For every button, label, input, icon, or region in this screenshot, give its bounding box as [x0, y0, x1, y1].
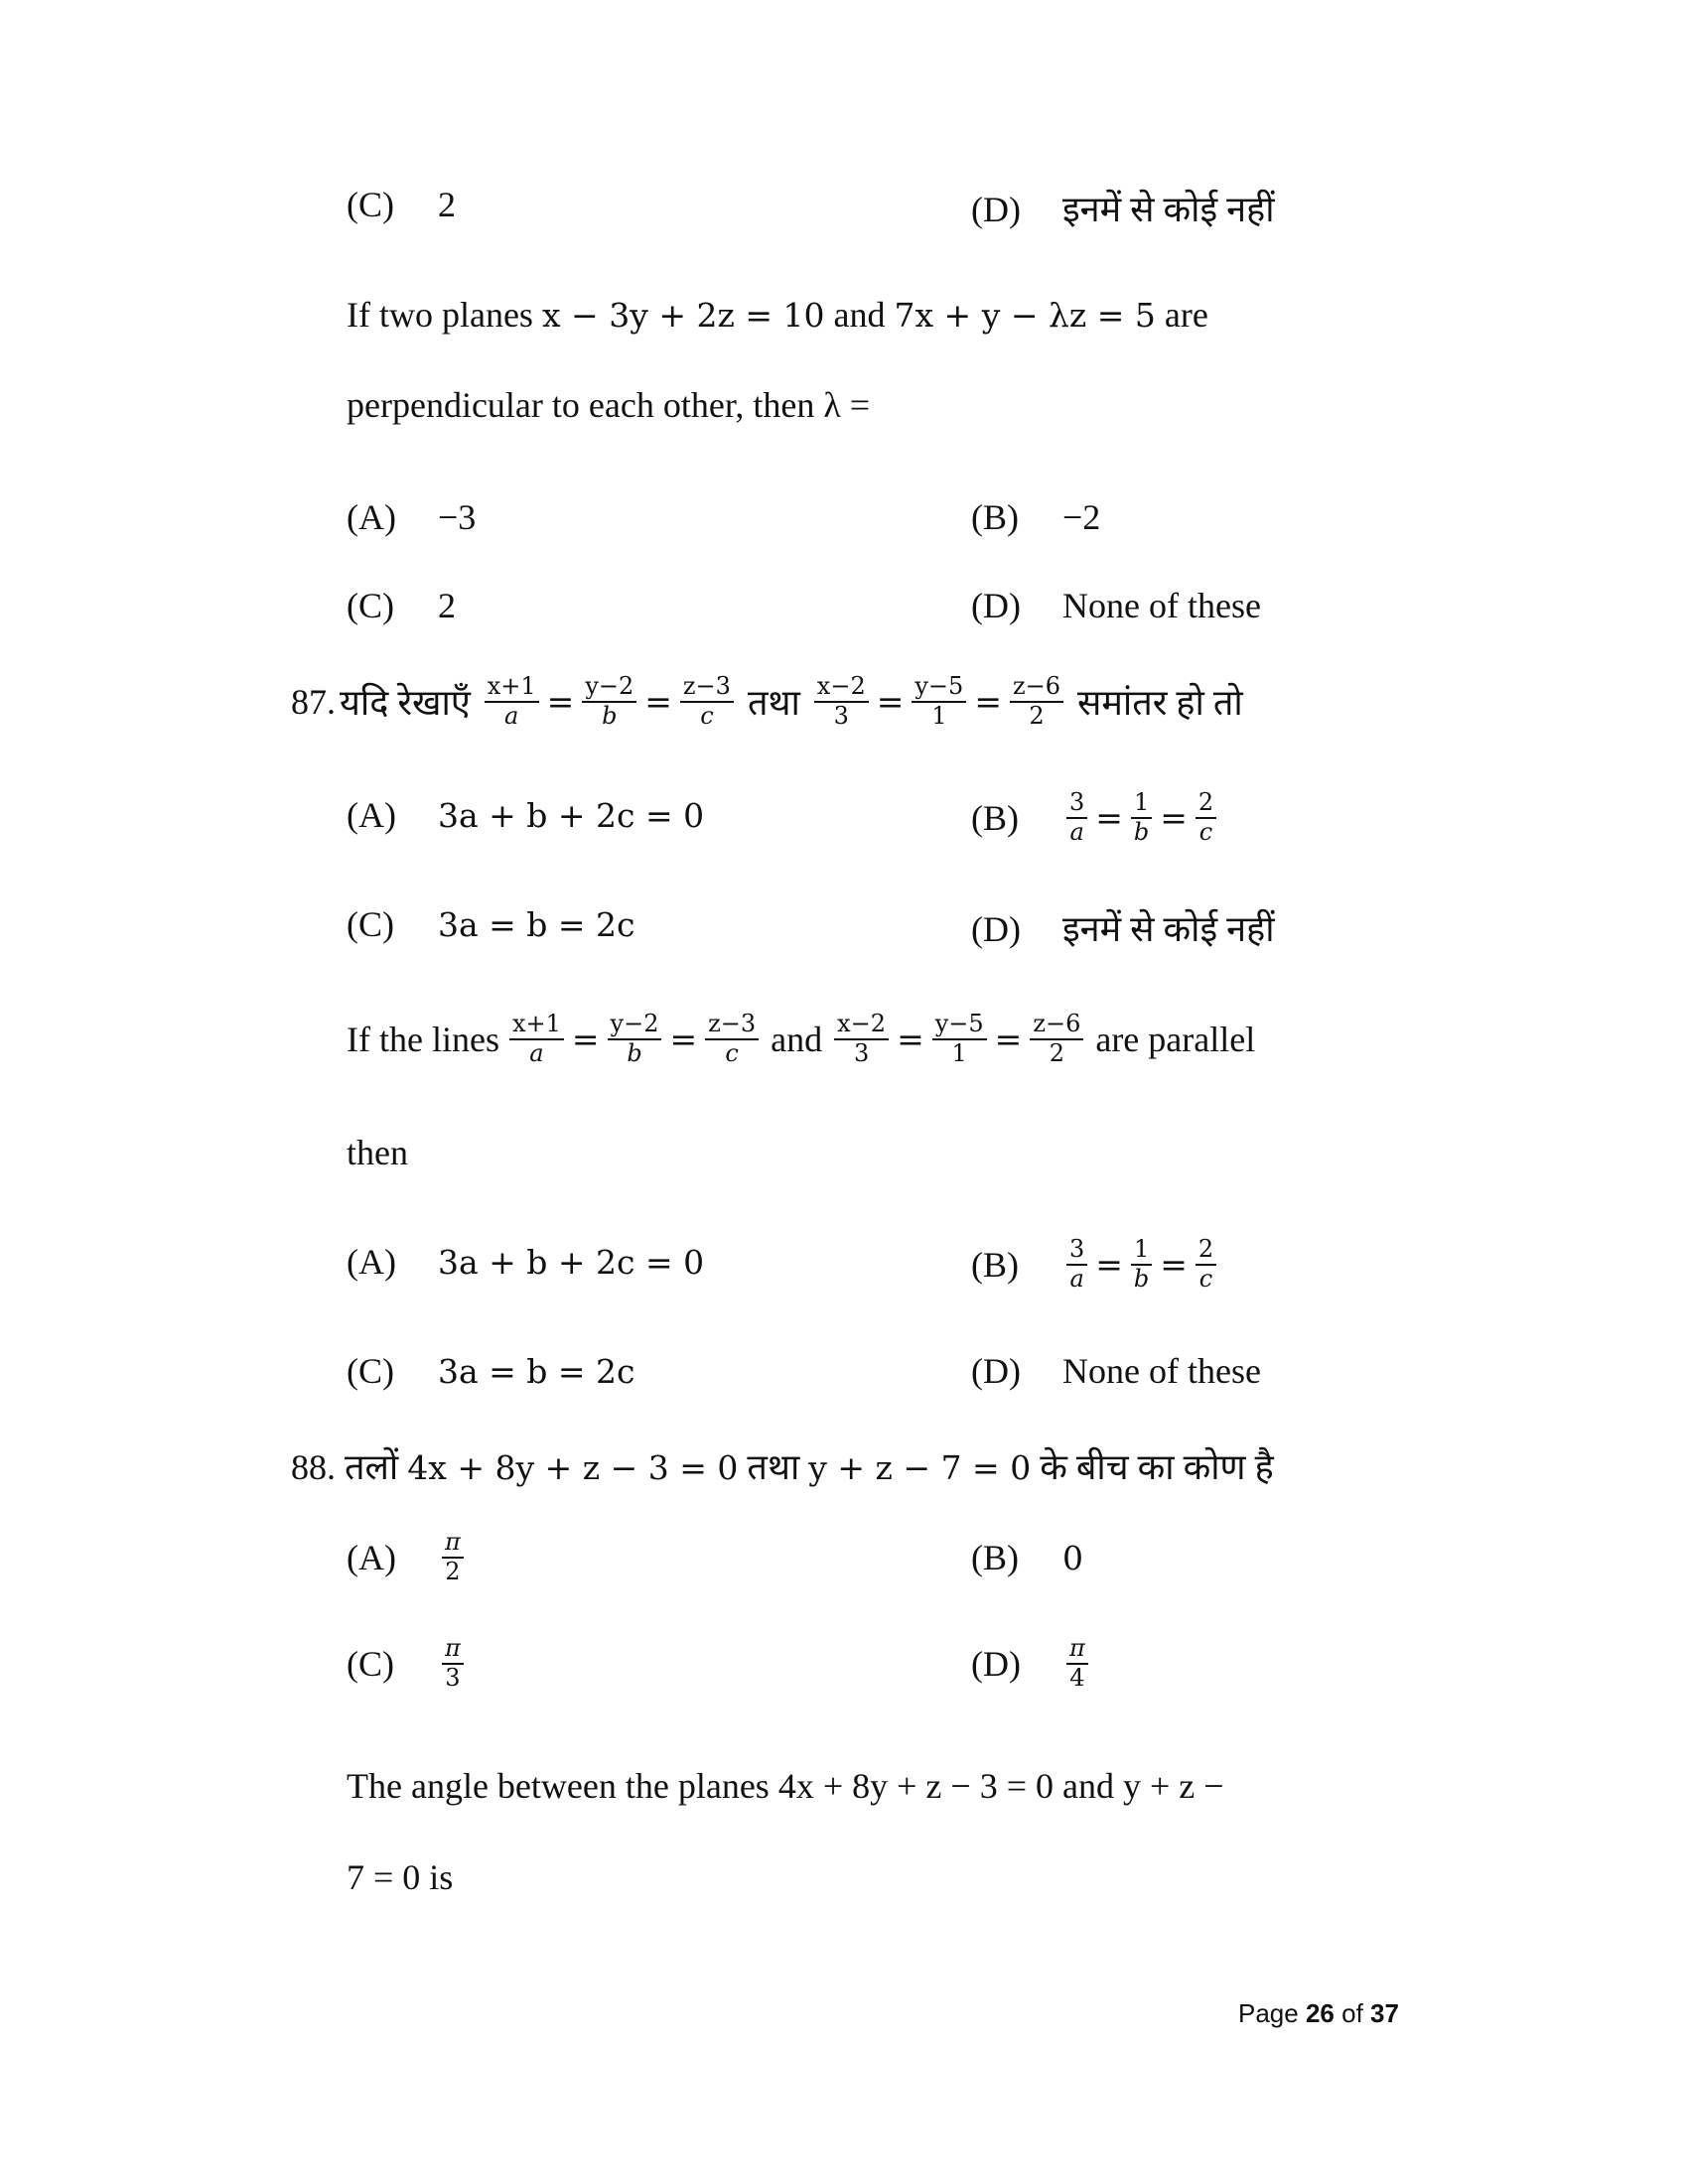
- equals-sign: =: [644, 682, 672, 722]
- denominator: 2: [1049, 1038, 1064, 1067]
- q86-option-d: [971, 585, 1261, 626]
- fraction: [705, 1011, 759, 1067]
- option-value: इनमें से कोई नहीं: [1062, 909, 1275, 949]
- option-value: 0: [1062, 1539, 1083, 1577]
- option-value: −3: [438, 497, 477, 537]
- equals-sign: =: [1095, 798, 1123, 838]
- fraction: [1196, 789, 1216, 846]
- numerator: 1: [1131, 789, 1152, 819]
- denominator: b: [627, 1038, 642, 1067]
- denominator: c: [700, 701, 714, 730]
- denominator: c: [1198, 1264, 1213, 1293]
- numerator: x−2: [814, 673, 869, 703]
- option-d-prev: [971, 184, 1275, 232]
- fraction: [442, 1529, 464, 1585]
- fraction: [582, 673, 636, 730]
- numerator: 3: [1066, 1236, 1087, 1266]
- option-value: 2: [438, 185, 456, 224]
- denominator: 3: [833, 701, 849, 730]
- fraction: [1066, 789, 1087, 846]
- numerator: z−6: [1010, 673, 1063, 703]
- option-value: 3a + b + 2c = 0: [438, 796, 705, 835]
- denominator: a: [1069, 1264, 1084, 1293]
- q86-en-line2: perpendicular to each other, then λ =: [347, 385, 871, 425]
- denominator: a: [504, 701, 519, 730]
- denominator: 1: [951, 1038, 967, 1067]
- equals-sign: =: [1160, 1245, 1188, 1285]
- fraction: [608, 1011, 662, 1067]
- q86-option-a: [347, 496, 476, 538]
- option-label: (D): [971, 586, 1021, 625]
- numerator: y−2: [608, 1011, 662, 1040]
- q88-hi-question: [291, 1441, 1274, 1490]
- equals-sign: =: [669, 1020, 698, 1059]
- of-word: of: [1341, 1998, 1363, 2028]
- numerator: 1: [1131, 1236, 1152, 1266]
- option-label: (B): [971, 797, 1019, 838]
- page-word: Page: [1238, 1998, 1299, 2028]
- q88-option-b: [971, 1537, 1083, 1578]
- text: यदि रेखाएँ: [340, 683, 471, 724]
- text: and: [771, 1019, 823, 1059]
- denominator: c: [725, 1038, 739, 1067]
- fraction: [932, 1011, 987, 1067]
- option-label: (C): [347, 185, 394, 224]
- q87-en-option-a: [347, 1241, 704, 1283]
- plane-equation-1: 4x + 8y + z − 3 = 0: [407, 1448, 739, 1487]
- q87-en-option-d: [971, 1350, 1261, 1392]
- option-label: (D): [971, 1643, 1021, 1684]
- numerator: x+1: [485, 673, 539, 703]
- option-label: (A): [347, 1537, 396, 1577]
- option-c-prev: [347, 184, 456, 225]
- option-label: (B): [971, 1244, 1019, 1285]
- q87-hi-option-a: [347, 794, 704, 836]
- numerator: π: [1066, 1635, 1088, 1665]
- question-number: 88.: [291, 1447, 336, 1487]
- option-label: (C): [347, 1643, 394, 1684]
- numerator: π: [442, 1529, 464, 1559]
- q87-en-line2: then: [347, 1133, 408, 1172]
- current-page: 26: [1305, 1998, 1335, 2028]
- denominator: a: [529, 1038, 544, 1067]
- numerator: y−5: [912, 673, 966, 703]
- numerator: 2: [1196, 1236, 1216, 1266]
- equals-sign: =: [1095, 1245, 1123, 1285]
- q87-en-option-c: [347, 1350, 635, 1392]
- numerator: 2: [1196, 789, 1216, 819]
- denominator: 1: [931, 701, 947, 730]
- option-value: None of these: [1062, 586, 1261, 625]
- option-value: 3a = b = 2c: [438, 1352, 635, 1391]
- text: and: [833, 295, 886, 335]
- denominator: 3: [853, 1038, 870, 1067]
- text: तथा: [747, 683, 800, 724]
- text: के बीच का कोण है: [1040, 1447, 1274, 1487]
- numerator: x−2: [834, 1011, 889, 1040]
- fraction: [1131, 1236, 1152, 1293]
- equals-sign: =: [1160, 798, 1188, 838]
- text: तथा: [747, 1447, 800, 1487]
- option-label: (C): [347, 586, 394, 625]
- numerator: 3: [1066, 789, 1087, 819]
- equals-sign: =: [994, 1020, 1023, 1059]
- option-value: 3a + b + 2c = 0: [438, 1243, 705, 1282]
- text: तलों: [345, 1447, 399, 1487]
- text: are: [1164, 295, 1208, 335]
- total-pages: 37: [1370, 1998, 1399, 2028]
- option-label: (D): [971, 1351, 1021, 1391]
- equals-sign: =: [546, 682, 575, 722]
- numerator: z−3: [705, 1011, 759, 1040]
- option-value: −2: [1062, 497, 1101, 537]
- equals-sign: =: [571, 1020, 600, 1059]
- option-label: (C): [347, 1351, 394, 1391]
- numerator: y−5: [932, 1011, 987, 1040]
- numerator: z−6: [1030, 1011, 1083, 1040]
- plane-equation-2: y + z − 7 = 0: [808, 1448, 1032, 1487]
- q88-option-d: [971, 1635, 1092, 1692]
- fraction: [1010, 673, 1063, 730]
- equals-sign: =: [974, 682, 1002, 722]
- q87-en-option-b: [971, 1236, 1220, 1293]
- fraction: [814, 673, 869, 730]
- q88-en-line1: The angle between the planes 4x + 8y + z − 3 = 0 and y + z −: [347, 1766, 1224, 1806]
- option-value: 3a = b = 2c: [438, 905, 635, 944]
- fraction: [1030, 1011, 1083, 1067]
- fraction: [1066, 1635, 1088, 1692]
- option-value: 2: [438, 586, 456, 625]
- denominator: 3: [445, 1663, 461, 1692]
- equals-sign: =: [876, 682, 905, 722]
- denominator: c: [1198, 817, 1213, 846]
- fraction: [509, 1011, 564, 1067]
- text: समांतर हो तो: [1077, 683, 1243, 724]
- q88-en-line2: 7 = 0 is: [347, 1857, 454, 1897]
- denominator: b: [602, 701, 618, 730]
- numerator: x+1: [509, 1011, 564, 1040]
- q86-option-c: [347, 585, 456, 626]
- q87-en-question: [347, 1011, 1255, 1067]
- q87-hi-option-c: [347, 903, 635, 945]
- page-number: [1238, 1998, 1399, 2029]
- denominator: b: [1133, 817, 1150, 846]
- denominator: b: [1133, 1264, 1150, 1293]
- q88-option-a: [347, 1529, 468, 1585]
- numerator: z−3: [680, 673, 734, 703]
- q87-hi-option-b: [971, 789, 1220, 846]
- text: If the lines: [347, 1019, 499, 1059]
- denominator: 4: [1069, 1663, 1085, 1692]
- option-label: (C): [347, 904, 394, 944]
- fraction: [680, 673, 734, 730]
- option-value: इनमें से कोई नहीं: [1062, 190, 1275, 229]
- option-value: None of these: [1062, 1351, 1261, 1391]
- q88-option-c: [347, 1635, 468, 1692]
- question-number: 87.: [291, 681, 336, 722]
- option-label: (A): [347, 497, 396, 537]
- denominator: 2: [1029, 701, 1045, 730]
- option-label: (D): [971, 190, 1021, 229]
- denominator: a: [1069, 817, 1084, 846]
- fraction: [485, 673, 539, 730]
- equals-sign: =: [897, 1020, 924, 1059]
- q86-en-line1: [347, 294, 1208, 336]
- text: If two planes: [347, 295, 533, 335]
- denominator: 2: [445, 1557, 461, 1585]
- text: are parallel: [1095, 1019, 1256, 1059]
- fraction: [834, 1011, 889, 1067]
- option-label: (D): [971, 909, 1021, 949]
- numerator: π: [442, 1635, 464, 1665]
- option-label: (A): [347, 795, 396, 835]
- numerator: y−2: [582, 673, 636, 703]
- q87-hi-option-d: [971, 903, 1275, 952]
- plane-equation-1: x − 3y + 2z = 10: [541, 296, 825, 335]
- option-label: (B): [971, 1538, 1019, 1577]
- option-label: (B): [971, 497, 1019, 537]
- fraction: [442, 1635, 464, 1692]
- option-label: (A): [347, 1242, 396, 1282]
- q86-option-b: [971, 496, 1100, 538]
- fraction: [1131, 789, 1152, 846]
- plane-equation-2: 7x + y − λz = 5: [894, 296, 1156, 335]
- fraction: [912, 673, 966, 730]
- fraction: [1066, 1236, 1087, 1293]
- fraction: [1196, 1236, 1216, 1293]
- q87-hi-question: [291, 673, 1243, 730]
